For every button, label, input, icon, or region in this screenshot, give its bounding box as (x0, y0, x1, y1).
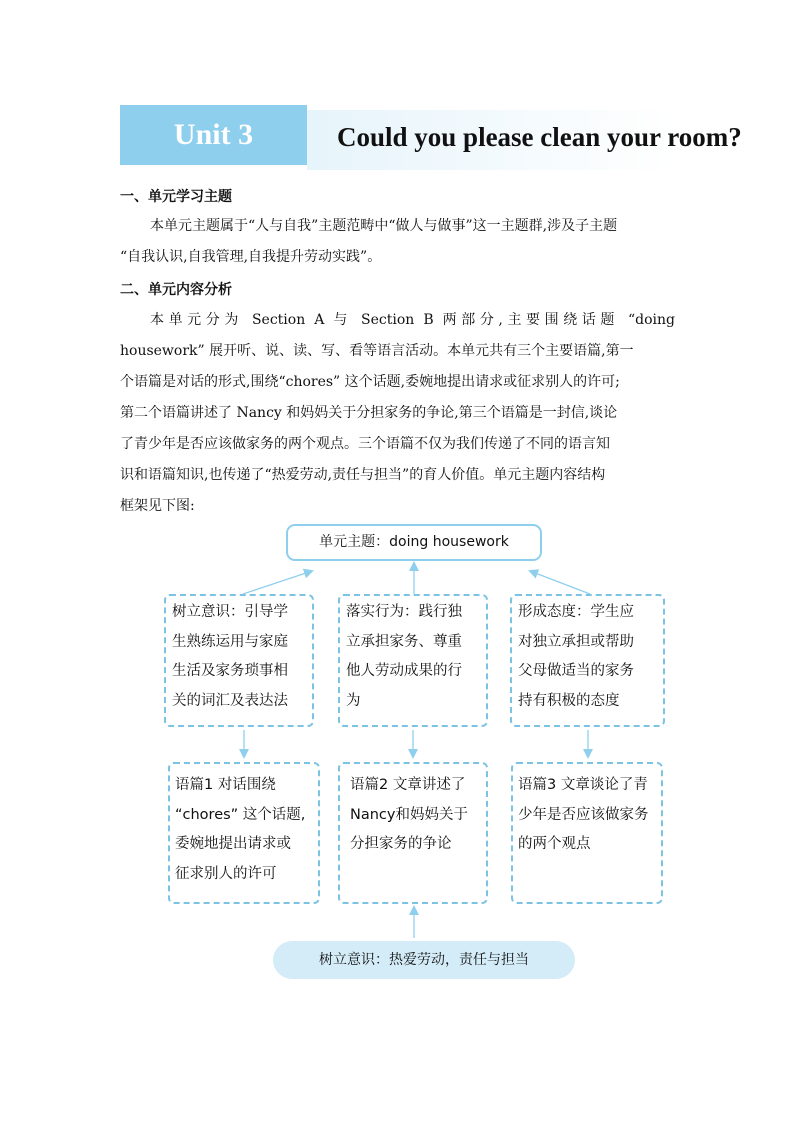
text-line: 本单元分为 Section A 与 Section B 两部分,主要围绕话题 “doing (150, 312, 675, 328)
unit-label: Unit 3 (173, 118, 254, 151)
text-line: 个语篇是对话的形式,围绕“chores” 这个话题,委婉地提出请求或征求别人的许可; (120, 374, 620, 390)
text-desc-1 (175, 771, 305, 889)
text-desc-3 (518, 771, 649, 860)
text-line: 分担家务的争论 (350, 836, 452, 852)
text-line: 形成态度：学生应 (518, 604, 634, 620)
text-desc-2 (350, 771, 468, 860)
text-line: housework” 展开听、说、读、写、看等语言活动。本单元共有三个主要语篇,第一 (120, 343, 634, 359)
text-line: 了青少年是否应该做家务的两个观点。三个语篇不仅为我们传递了不同的语言知 (120, 436, 610, 452)
text-line: 生熟练运用与家庭 (172, 633, 288, 650)
text-line: 第二个语篇讲述了 Nancy 和妈妈关于分担家务的争论,第三个语篇是一封信,谈论 (120, 405, 618, 421)
text-line: 语篇3 文章谈论了青 (518, 777, 648, 793)
text-line: 语篇1 对话围绕 (175, 777, 276, 793)
section2-heading: 二、单元内容分析 (120, 282, 232, 298)
text-line: 树立意识：引导学 (172, 604, 288, 620)
text-line: 落实行为：践行独 (346, 604, 462, 620)
text-line: 本单元主题属于“人与自我”主题范畴中“做人与做事”这一主题群,涉及子主题 (150, 218, 618, 234)
text-line: “自我认识,自我管理,自我提升劳动实践”。 (120, 249, 382, 265)
text-line: 的两个观点 (518, 836, 591, 852)
text-line: 识和语篇知识,也传递了“热爱劳动,责任与担当”的育人价值。单元主题内容结构 (120, 467, 606, 483)
text-line: 持有积极的态度 (518, 692, 620, 709)
value-pill: 树立意识：热爱劳动，责任与担当 (273, 941, 575, 979)
section1-heading: 一、单元学习主题 (120, 189, 232, 205)
text-line: 为 (346, 692, 361, 709)
text-line: 委婉地提出请求或 (175, 836, 291, 852)
theme-box: 单元主题：doing housework (286, 524, 542, 561)
goal-text-awareness (172, 598, 288, 716)
text-line: 少年是否应该做家务 (518, 806, 649, 823)
page-title: Could you please clean your room? (337, 122, 742, 152)
text-line: “chores” 这个话题, (175, 806, 306, 823)
goal-text-attitude (518, 598, 634, 716)
arrow-goal1-to-theme (243, 571, 312, 594)
text-line: 立承担家务、尊重 (346, 633, 462, 650)
text-line: 框架见下图: (120, 498, 195, 514)
text-line: 对独立承担或帮助 (518, 633, 634, 650)
text-line: Nancy和妈妈关于 (350, 806, 468, 823)
text-line: 他人劳动成果的行 (346, 663, 462, 679)
arrow-goal3-to-theme (530, 571, 590, 594)
text-line: 关的词汇及表达法 (172, 692, 288, 709)
text-line: 生活及家务琐事相 (172, 663, 288, 679)
goal-text-behavior (346, 598, 462, 716)
text-line: 父母做适当的家务 (518, 663, 634, 679)
text-line: 语篇2 文章讲述了 (350, 777, 466, 793)
text-line: 征求别人的许可 (175, 865, 277, 882)
